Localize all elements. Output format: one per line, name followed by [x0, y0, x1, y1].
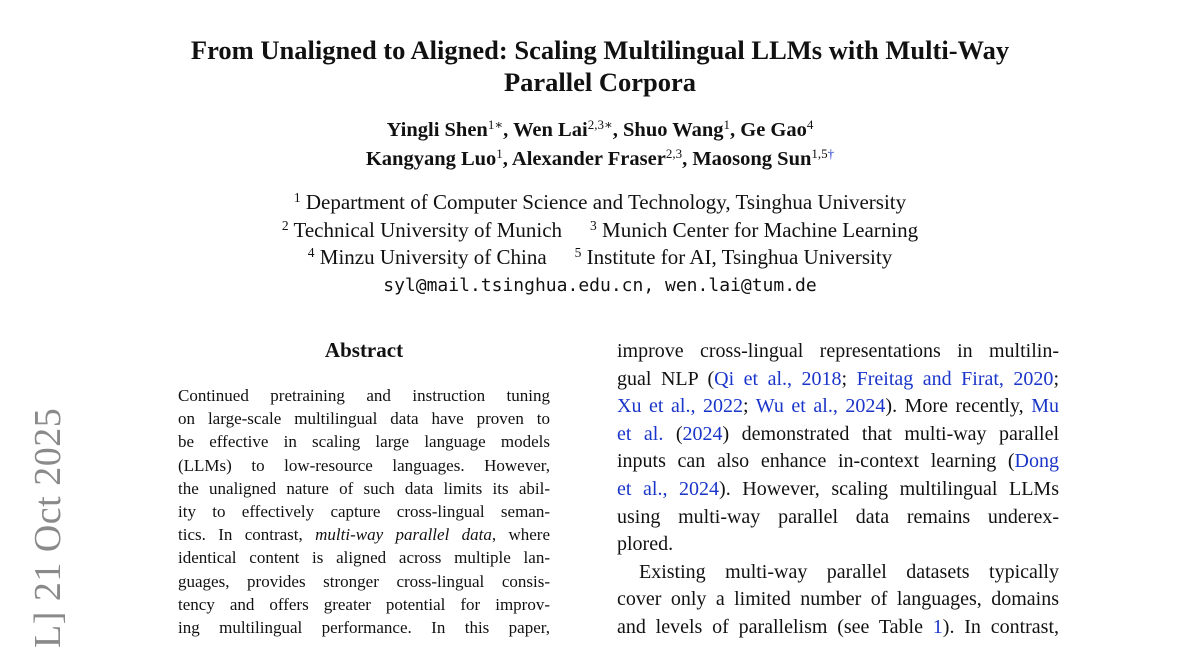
text-fragment: inputs can also enhance in-context learning ( [617, 450, 1015, 473]
text-fragment: gual NLP ( [617, 367, 715, 390]
title-line-2: Parallel Corpora [503, 67, 697, 97]
author-name: Ge Gao [740, 119, 807, 141]
author-affil-sup: 1,5 [811, 146, 828, 161]
body-line: using multi-way parallel data remains underex- [617, 505, 1059, 528]
citation-link[interactable]: 2024 [682, 422, 723, 445]
author-list [200, 116, 1000, 174]
body-line [617, 476, 1059, 504]
author-separator: , [612, 119, 624, 141]
text-fragment: ( [663, 422, 683, 445]
text-fragment: ; [1053, 367, 1059, 390]
abstract-line: the unaligned nature of such data limits its abil- [178, 478, 550, 498]
citation-link[interactable]: Qi et al., 2018 [714, 367, 842, 390]
author-name: Alexander Fraser [511, 148, 666, 170]
contact-emails[interactable]: syl@mail.tsinghua.edu.cn, wen.lai@tum.de [383, 274, 817, 296]
author-affil-sup: 2,3∗ [587, 117, 613, 132]
corresponding-author-footnote-link[interactable]: † [827, 146, 835, 161]
body-line [617, 614, 1059, 642]
abstract-line: guages, provides stronger cross-lingual consis- [178, 571, 550, 591]
affiliations [200, 189, 1000, 299]
affil-number: 1 [293, 190, 301, 205]
author-name: Wen Lai [513, 119, 588, 141]
abstract-line: ing multilingual performance. In this paper, [178, 617, 550, 637]
abstract-heading: Abstract [324, 338, 404, 362]
affil-number: 4 [307, 245, 315, 260]
abstract-line [178, 523, 550, 546]
arxiv-identifier-stamp: L] 21 Oct 2025 [27, 407, 69, 648]
author-affil-sup: 1 [723, 117, 731, 132]
text-fragment: ). More recently, [885, 395, 1032, 418]
author-affil-sup: 1∗ [487, 117, 504, 132]
paper-title [140, 34, 1060, 98]
abstract-line: ity to effectively capture cross-lingual seman- [178, 501, 550, 521]
abstract-text-fragment: , where [491, 525, 550, 545]
citation-link[interactable]: Wu et al., 2024 [755, 395, 886, 418]
title-line-1: From Unaligned to Aligned: Scaling Multilingual LLMs with Multi-Way [190, 35, 1010, 65]
author-affil-sup: 2,3 [665, 146, 683, 161]
affiliation-1: Department of Computer Science and Technology, Tsinghua University [305, 190, 907, 214]
citation-link[interactable]: Freitag and Firat, 2020 [856, 367, 1054, 390]
body-line [617, 366, 1059, 394]
author-name: Maosong Sun [692, 148, 812, 170]
abstract-line: (LLMs) to low-resource languages. However, [178, 455, 550, 475]
affil-number: 2 [281, 217, 289, 233]
body-line: cover only a limited number of languages, domains [617, 588, 1059, 611]
table-reference-link[interactable]: 1 [932, 615, 943, 638]
abstract-body [178, 384, 550, 639]
text-fragment: ; [743, 395, 756, 418]
abstract-line: identical content is aligned across multiple lan- [178, 548, 550, 568]
body-line [617, 448, 1059, 476]
text-fragment: ). In contrast, [942, 615, 1059, 638]
body-line [617, 393, 1059, 421]
body-right-column [617, 338, 1059, 642]
author-line-2 [200, 145, 1000, 174]
abstract-emphasis: multi-way parallel data [315, 525, 492, 545]
text-fragment: ; [841, 367, 857, 390]
body-line: improve cross-lingual representations in multilin- [617, 340, 1059, 362]
abstract-text-fragment: tics. In contrast, [178, 525, 316, 545]
affil-number: 3 [590, 217, 597, 233]
author-separator: , [682, 148, 693, 170]
author-separator: , [730, 119, 741, 141]
author-affil-sup: 1 [496, 146, 503, 161]
author-line-1 [200, 116, 1000, 145]
affiliation-2: Technical University of Munich [293, 217, 563, 242]
body-line: plored. [617, 533, 674, 556]
abstract-line: tency and offers greater potential for improv- [178, 594, 550, 614]
body-line [617, 421, 1059, 449]
citation-link[interactable]: Mu [1031, 395, 1059, 418]
author-name: Shuo Wang [623, 119, 724, 141]
text-fragment: and levels of parallelism (see Table [617, 615, 933, 638]
author-separator: , [502, 148, 512, 170]
abstract-line: Continued pretraining and instruction tuning [178, 386, 550, 405]
affiliation-3: Munich Center for Machine Learning [602, 217, 919, 242]
citation-link[interactable]: et al. [617, 422, 664, 445]
affiliation-line-1 [200, 189, 1000, 217]
citation-link[interactable]: et al., 2024 [617, 477, 720, 500]
affiliation-line-2 [200, 217, 1000, 245]
author-separator: , [503, 119, 514, 141]
citation-link[interactable]: Xu et al., 2022 [617, 395, 744, 418]
abstract-line: on large-scale multilingual data have proven to [178, 409, 550, 429]
author-affil-sup: 4 [806, 117, 814, 132]
text-fragment: ). However, scaling multilingual LLMs [719, 477, 1059, 500]
author-name: Yingli Shen [386, 119, 488, 141]
abstract-line: be effective in scaling large language models [178, 432, 550, 452]
affiliation-4: Minzu University of China [319, 245, 547, 269]
body-line: Existing multi-way parallel datasets typically [639, 560, 1059, 583]
citation-link[interactable]: Dong [1014, 450, 1059, 473]
affiliation-line-3 [200, 244, 1000, 272]
text-fragment: ) demonstrated that multi-way parallel [722, 422, 1059, 445]
affiliation-5: Institute for AI, Tsinghua University [586, 245, 893, 269]
affil-number: 5 [574, 245, 582, 260]
author-name: Kangyang Luo [365, 148, 497, 170]
